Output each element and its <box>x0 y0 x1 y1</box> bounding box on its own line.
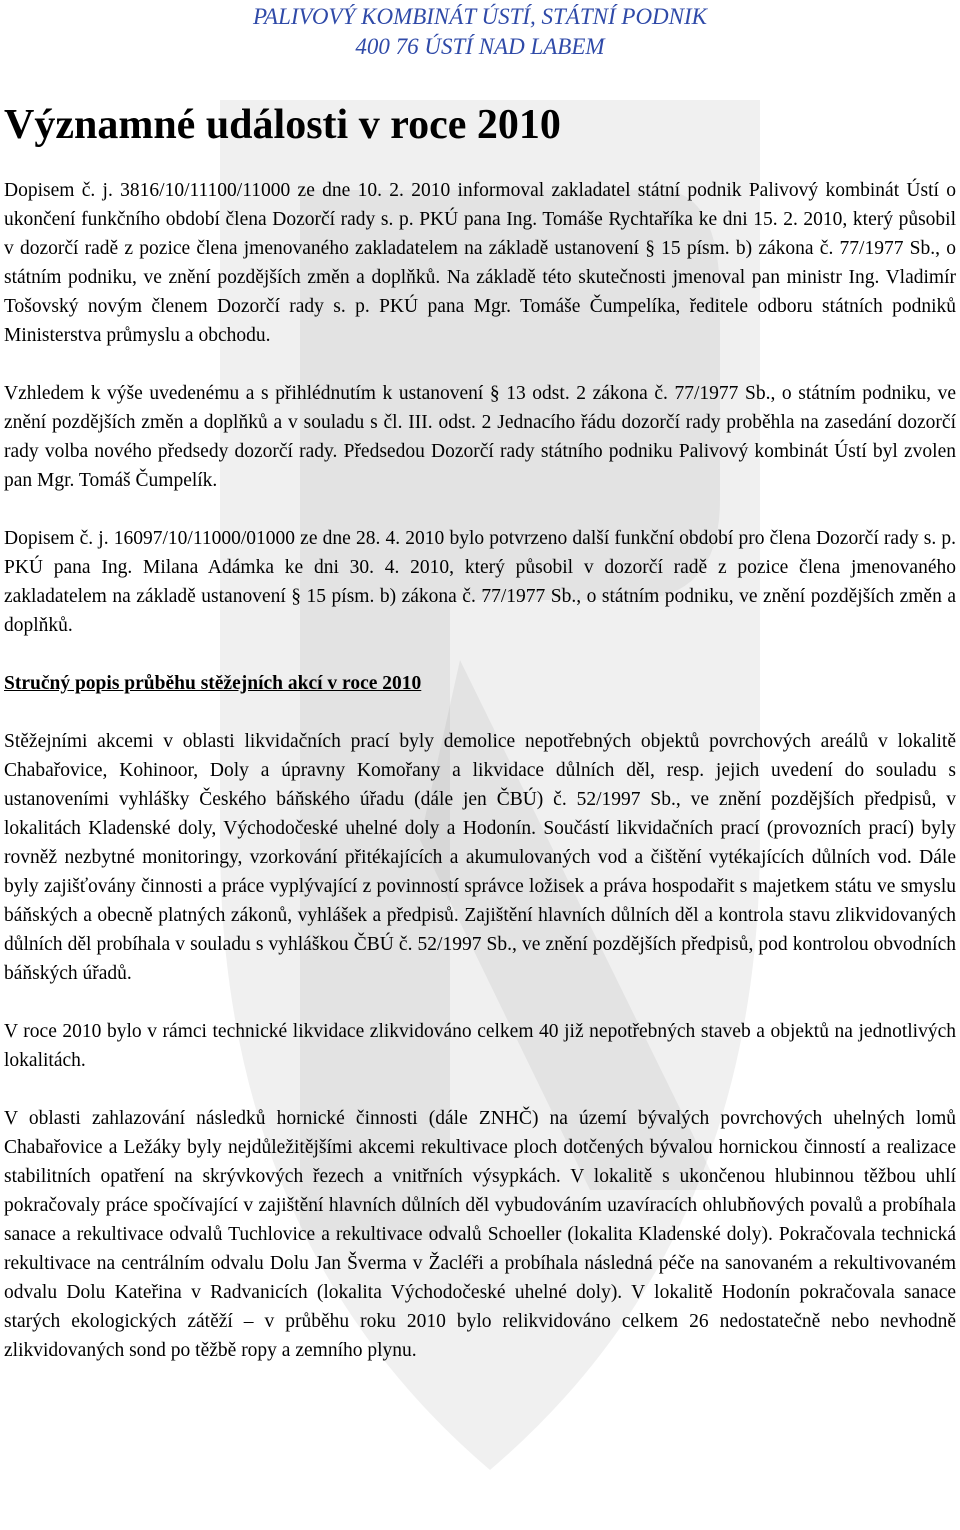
paragraph-2: Vzhledem k výše uvedenému a s přihlédnutím k ustanovení § 13 odst. 2 zákona č. 77/1977 Sb., o státním podniku, ve znění pozdějších změn a doplňků a v souladu s čl. III. odst. 2 Jednacího řádu dozorčí rady proběhla na zasedání dozorčí rady volba nového předsedy dozorčí rady. Předsedou Dozorčí rady státního podniku Palivový kombinát Ústí byl zvolen pan Mgr. Tomáš Čumpelík. <box>4 383 956 491</box>
section-heading: Stručný popis průběhu stěžejních akcí v roce 2010 <box>4 673 422 694</box>
page-title: Významné události v roce 2010 <box>4 102 561 148</box>
section-paragraph-1: Stěžejními akcemi v oblasti likvidačních prací byly demolice nepotřebných objektů povrchových areálů v lokalitě Chabařovice, Kohinoor, Doly a úpravny Komořany a likvidace důlních děl, resp. jejich uvedení do souladu s ustanoveními vyhlášky Českého báňského úřadu (dále jen ČBÚ) č. 52/1997 Sb., ve znění pozdějších předpisů, v lokalitách Kladenské doly, Východočeské uhelné doly a Hodonín. Součástí likvidačních prací (provozních prací) byly rovněž nezbytné monitoringy, vzorkování přitékajících a akumulovaných vod a čištění vytékajících důlních vod. Dále byly zajišťovány činnosti a práce vyplývající z povinností správce ložisek a práva hospodařit s majetkem státu ve smyslu báňských a obecně platných zákonů, vyhlášek a předpisů. Zajištění hlavních důlních děl a kontrola stavu zlikvidovaných důlních děl probíhala v souladu s vyhláškou ČBÚ č. 52/1997 Sb., ve znění pozdějších předpisů, pod kontrolou obvodních báňských úřadů. <box>4 731 956 984</box>
paragraph-3: Dopisem č. j. 16097/10/11000/01000 ze dne 28. 4. 2010 bylo potvrzeno další funkční období pro člena Dozorčí rady s. p. PKÚ pana Ing. Milana Adámka ke dni 30. 4. 2010, který působil v dozorčí radě z pozice člena jmenovaného zakladatelem na základě ustanovení § 15 písm. b) zákona č. 77/1977 Sb., o státním podniku, ve znění pozdějších změn a doplňků. <box>4 528 956 636</box>
company-header <box>4 0 956 62</box>
section-paragraph-3: V oblasti zahlazování následků hornické činnosti (dále ZNHČ) na území bývalých povrchových uhelných lomů Chabařovice a Ležáky byly nejdůležitějšími akcemi rekultivace ploch dotčených bývalou hornickou činností a realizace stabilitních opatření na skrývkových řezech a vnitřních výsypkách. V lokalitě s ukončenou hlubinnou těžbou uhlí pokračovaly práce spočívající v zajištění hlavních důlních děl vybudováním uzavíracích ohlubňových povalů a probíhala sanace a rekultivace odvalů Tuchlovice a rekultivace odvalů Schoeller (lokalita Kladenské doly). Pokračovala technická rekultivace na centrálním odvalu Dolu Jan Šverma v Žacléři a probíhala následná péče na sanovaném a rekultivovaném odvalu Dolu Kateřina v Radvanicích (lokalita Východočeské uhelné doly). V lokalitě Hodonín pokračovala sanace starých ekologických zátěží – v průběhu roku 2010 bylo relikvidováno celkem 26 nedostatečně nebo nevhodně zlikvidovaných sond po těžbě ropy a zemního plynu. <box>4 1108 956 1361</box>
company-name: PALIVOVÝ KOMBINÁT ÚSTÍ, STÁTNÍ PODNIK <box>252 4 708 29</box>
section-paragraph-2: V roce 2010 bylo v rámci technické likvidace zlikvidováno celkem 40 již nepotřebných staveb a objektů na jednotlivých lokalitách. <box>4 1021 956 1071</box>
paragraph-1: Dopisem č. j. 3816/10/11100/11000 ze dne 10. 2. 2010 informoval zakladatel státní podnik Palivový kombinát Ústí o ukončení funkčního období člena Dozorčí rady s. p. PKÚ pana Ing. Tomáše Rychtaříka ke dni 15. 2. 2010, který působil v dozorčí radě z pozice člena jmenovaného zakladatelem na základě ustanovení § 15 písm. b) zákona č. 77/1977 Sb., o státním podniku, ve znění pozdějších změn a doplňků. Na základě této skutečnosti jmenoval pan ministr Ing. Vladimír Tošovský novým členem Dozorčí rady s. p. PKÚ pana Mgr. Tomáše Čumpelíka, ředitele odboru státních podniků Ministerstva průmyslu a obchodu. <box>4 180 956 346</box>
company-address: 400 76 ÚSTÍ NAD LABEM <box>355 34 605 59</box>
